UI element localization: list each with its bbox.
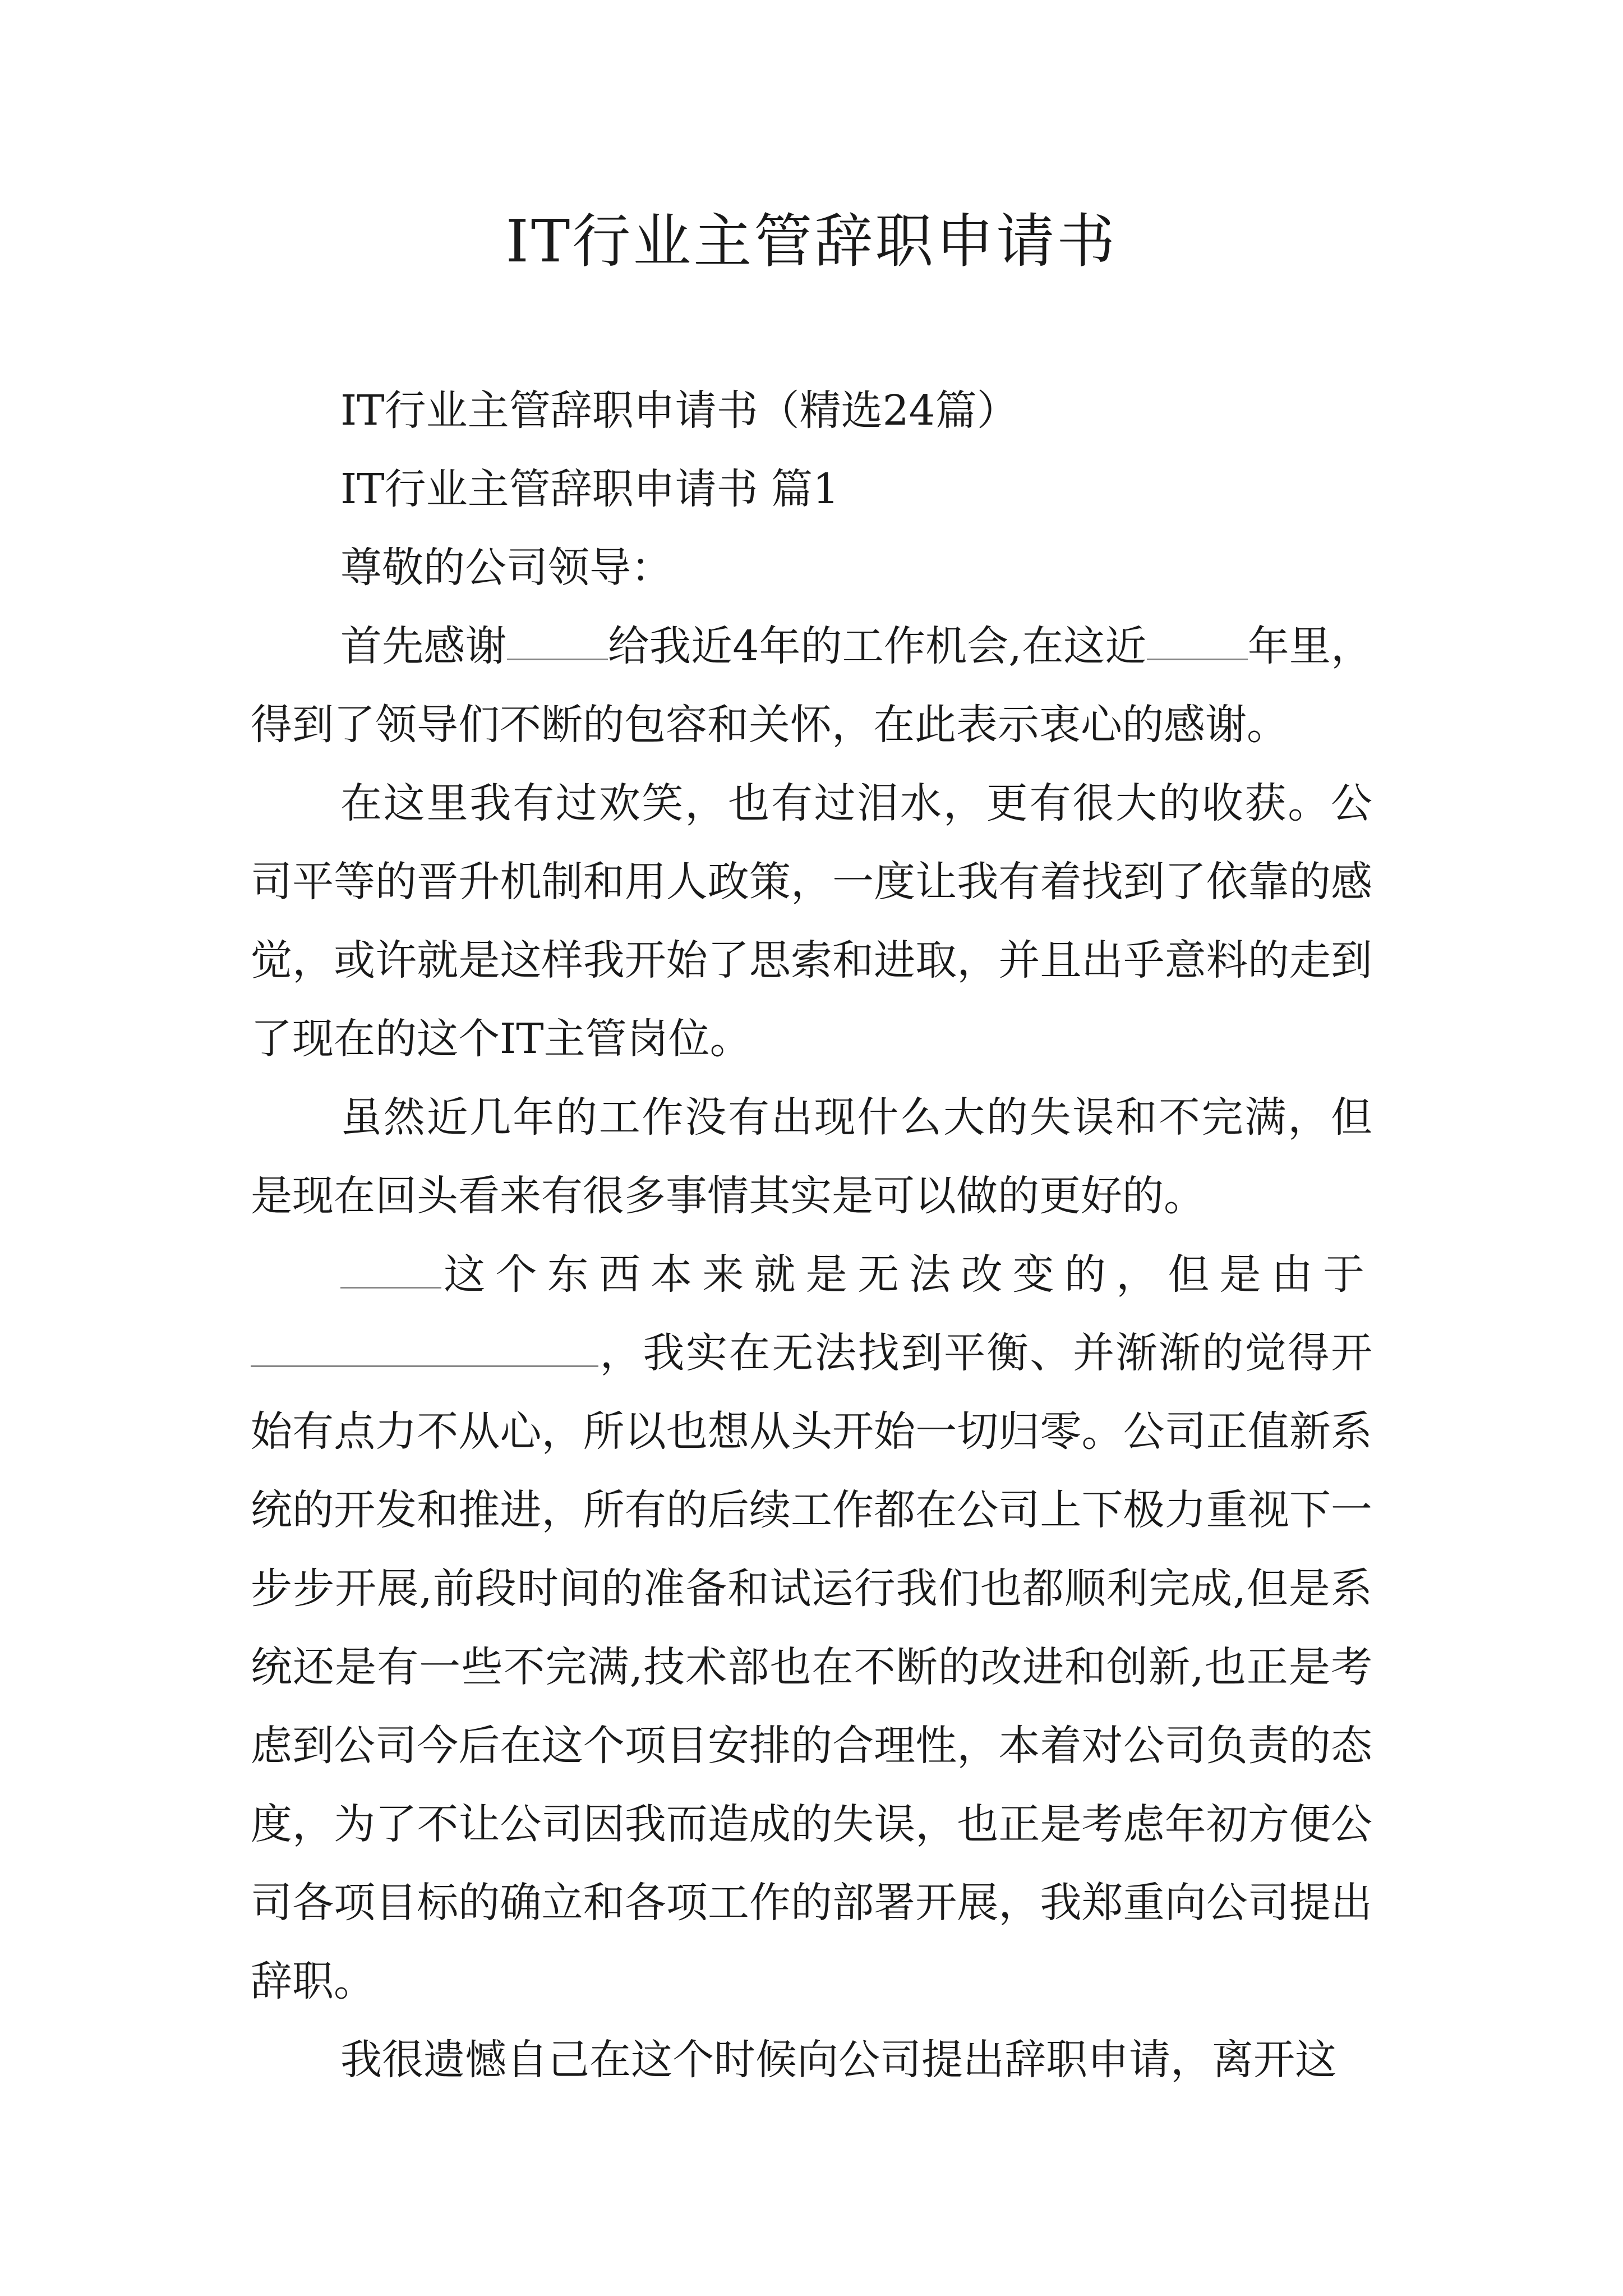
paragraph-experience: 在这里我有过欢笑，也有过泪水，更有很大的收获。公司平等的晋升机制和用人政策，一度让我有着找到了依靠的感觉，或许就是这样我开始了思索和进取，并且出乎意料的走到了现在的这个IT主管岗位。 bbox=[251, 779, 1372, 1063]
fill-in-blank bbox=[251, 1332, 598, 1367]
paragraph-subtitle: IT行业主管辞职申请书（精选24篇） bbox=[340, 386, 1018, 435]
document-body bbox=[251, 371, 1372, 2099]
paragraph-reflection: 虽然近几年的工作没有出现什么大的失误和不完满，但是现在回头看来有很多事情其实是可以做的更好的。 bbox=[251, 1093, 1372, 1220]
fill-in-blank bbox=[340, 1254, 441, 1289]
fill-in-blank bbox=[1147, 625, 1248, 660]
paragraph-section-heading: IT行业主管辞职申请书 篇1 bbox=[340, 465, 840, 513]
text-segment: 这个东西本来就是无法改变的，但是由于 bbox=[441, 1250, 1372, 1299]
paragraph-salutation: 尊敬的公司领导： bbox=[340, 544, 672, 592]
paragraph-regret: 我很遗憾自己在这个时候向公司提出辞职申请，离开这 bbox=[340, 2036, 1336, 2084]
paragraph-thanks bbox=[251, 607, 1372, 764]
text-segment: ，我实在无法找到平衡、并渐渐的觉得开始有点力不从心，所以也想从头开始一切归零。公司正值新系统的开发和推进，所有的后续工作都在公司上下极力重视下一步步开展,前段时间的准备和试运行我们也都顺利完成,但是系统还是有一些不完满,技术部也在不断的改进和创新,也正是考虑到公司今后在这个项目安排的合理性，本着对公司负责的态度，为了不让公司因我而造成的失误，也正是考虑年初方便公司各项目标的确立和各项工作的部署开展，我郑重向公司提出辞职。 bbox=[251, 1329, 1372, 2005]
text-segment: 首先感谢 bbox=[340, 622, 507, 670]
fill-in-blank bbox=[507, 625, 608, 660]
document-title: IT行业主管辞职申请书 bbox=[505, 207, 1118, 275]
paragraph-reason bbox=[251, 1235, 1372, 2021]
text-segment: 年里，得到了领导们不断的包容和关怀，在此表示衷心的感谢。 bbox=[251, 622, 1373, 749]
text-segment: 给我近4年的工作机会,在这近 bbox=[607, 622, 1147, 670]
